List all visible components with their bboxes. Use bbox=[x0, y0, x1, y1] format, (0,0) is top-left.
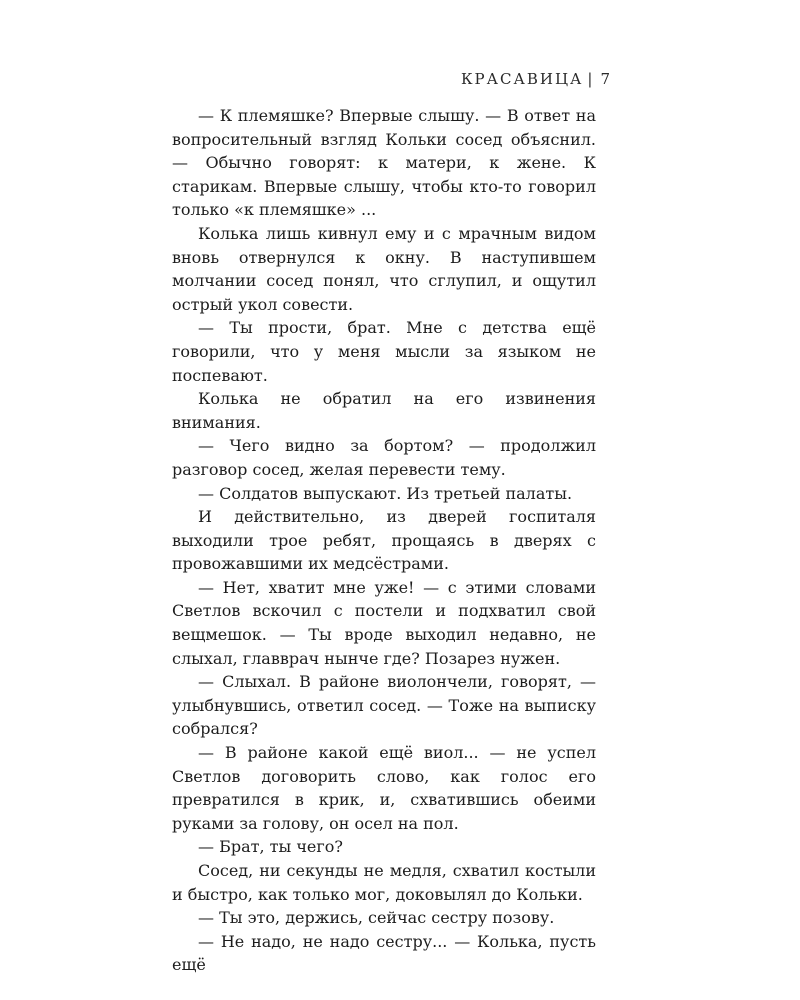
paragraph: — В районе какой ещё виол... — не успел Светлов договорить слово, как голос его превратился в крик, и, схватившись обеими руками за голову, он осел на пол. bbox=[172, 743, 596, 833]
paragraph: — Слыхал. В районе виолончели, говорят, — улыбнувшись, ответил сосед. — Тоже на выписку собрался? bbox=[172, 672, 596, 739]
paragraph: — Нет, хватит мне уже! — с этими словами Светлов вскочил с постели и подхватил свой вещмешок. — Ты вроде выходил недавно, не слыхал, главврач нынче где? Позарез нужен. bbox=[172, 577, 596, 668]
paragraph: — Солдатов выпускают. Из третьей палаты. bbox=[198, 483, 573, 503]
paragraph: — Не надо, не надо сестру... — Колька, пусть ещё bbox=[172, 931, 596, 975]
paragraph: Колька лишь кивнул ему и с мрачным видом вновь отвернулся к окну. В наступившем молчании сосед понял, что сглупил, и ощутил острый укол совести. bbox=[172, 223, 596, 314]
paragraph: — К племяшке? Впервые слышу. — В ответ на вопросительный взгляд Кольки сосед объяснил. — Обычно говорят: к матери, к жене. К старикам. Впервые слышу, чтобы кто-то говорил только «к племяшке» ... bbox=[172, 106, 596, 220]
paragraph: Сосед, ни секунды не медля, схватил костыли и быстро, как только мог, доковылял до Кольки. bbox=[172, 861, 596, 904]
paragraph: — Брат, ты чего? bbox=[198, 837, 343, 857]
body-text bbox=[172, 104, 596, 977]
page-number: 7 bbox=[600, 70, 612, 88]
header-separator: | bbox=[587, 70, 595, 88]
paragraph: Колька не обратил на его извинения внимания. bbox=[172, 389, 596, 432]
running-header bbox=[461, 70, 612, 88]
paragraph: И действительно, из дверей госпиталя выходили трое ребят, прощаясь в дверях с провожавшими их медсёстрами. bbox=[172, 507, 596, 574]
paragraph: — Ты прости, брат. Мне с детства ещё говорили, что у меня мысли за языком не поспевают. bbox=[172, 318, 596, 385]
book-title: КРАСАВИЦА bbox=[460, 70, 584, 88]
paragraph: — Ты это, держись, сейчас сестру позову. bbox=[198, 908, 555, 928]
paragraph: — Чего видно за бортом? — продолжил разговор сосед, желая перевести тему. bbox=[172, 436, 596, 479]
